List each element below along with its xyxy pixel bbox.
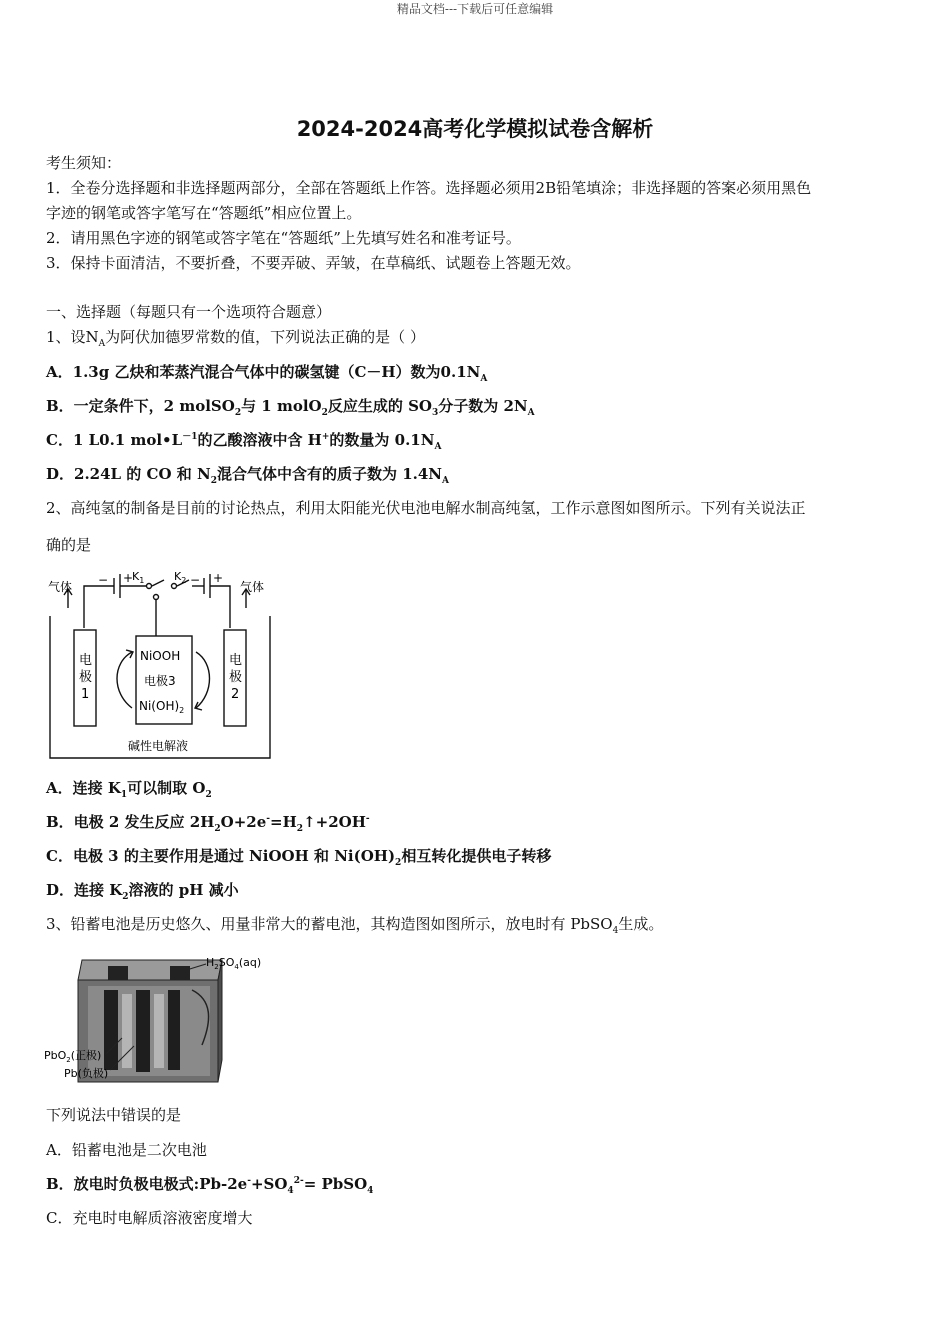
electrode-3-top-label: NiOOH	[140, 649, 181, 663]
q2-option-d: D．连接 $K_2$溶液的 pH 减小	[46, 881, 239, 902]
notice-item-1-line-2: 字迹的钢笔或答字笔写在“答题纸”相应位置上。	[46, 204, 362, 222]
lead-acid-battery-diagram	[42, 950, 267, 1088]
electrode-2-char-1: 电	[229, 653, 243, 668]
page-header: 精品文档---下载后可任意编辑	[396, 2, 554, 16]
notice-item-3: 3．保持卡面清洁，不要折叠，不要弄破、弄皱，在草稿纸、试题卷上答题无效。	[46, 254, 581, 272]
section-heading: 一、选择题（每题只有一个选项符合题意）	[46, 303, 332, 321]
q1-option-a: A．1.3g 乙炔和苯蒸汽混合气体中的碳氢键（C－H）数为$0.1N_A$	[46, 363, 488, 384]
minus-sign-right: −	[190, 573, 201, 587]
electrode-1-char-3: 1	[81, 687, 90, 702]
q2-option-b: B．电极 2 发生反应 $2H_2O+2e^-=H_2↑+2OH^-$	[46, 813, 370, 834]
electrolysis-diagram	[46, 568, 278, 764]
gas-label-right: 气体	[240, 580, 265, 594]
gas-label-left: 气体	[48, 580, 73, 594]
acid-label: $H_2SO_4(aq)$	[206, 956, 262, 971]
electrode-1-char-2: 极	[79, 670, 93, 685]
q1-stem: 1、设$N_A$为阿伏加德罗常数的值，下列说法正确的是（ ）	[46, 328, 425, 349]
notice-heading: 考生须知：	[46, 154, 122, 172]
q1-option-d: D．2.24L 的 CO 和 $N_2$混合气体中含有的质子数为 $1.4N_A$	[46, 465, 449, 486]
q2-option-c: C．电极 3 的主要作用是通过 NiOOH 和 $Ni(OH)_2$相互转化提供电子转移	[46, 847, 552, 868]
electrolyte-label: 碱性电解液	[128, 739, 189, 753]
q2-stem-line-1: 2、高纯氢的制备是目前的讨论热点，利用太阳能光伏电池电解水制高纯氢，工作示意图如图所示。下列有关说法正	[46, 499, 806, 517]
q1-option-c: C．1 L0.1 $mol•L^{-1}$的乙酸溶液中含 H+的数量为 $0.1N_A$	[46, 431, 442, 452]
notice-item-1-line-1: 1．全卷分选择题和非选择题两部分，全部在答题纸上作答。选择题必须用2B铅笔填涂；非选择题的答案必须用黑色	[46, 179, 812, 197]
q3-option-a: A．铅蓄电池是二次电池	[46, 1141, 207, 1159]
q3-option-c: C．充电时电解质溶液密度增大	[46, 1209, 253, 1227]
plus-sign-right: +	[213, 571, 224, 585]
page-title: 2024-2024高考化学模拟试卷含解析	[296, 117, 654, 141]
q2-stem-line-2: 确的是	[46, 536, 92, 554]
electrode-3-bottom-label: $Ni(OH)_2$	[139, 699, 185, 715]
electrode-3-mid-label: 电极3	[144, 674, 176, 688]
electrode-2-char-2: 极	[229, 670, 243, 685]
q3-stem: 3、铅蓄电池是历史悠久、用量非常大的蓄电池，其构造图如图所示，放电时有 PbSO$_4$生成。	[46, 915, 664, 936]
q3-lead: 下列说法中错误的是	[46, 1106, 182, 1124]
positive-electrode-label: PbO$_2$(正极)	[44, 1049, 102, 1064]
q1-option-b: B．一定条件下，2 molSO$_2$与 1 molO$_2$反应生成的 $SO_3$分子数为 $2N_A$	[46, 397, 535, 418]
q3-option-b: B．放电时负极电极式$:Pb-2e^-+SO_4^{2-}=$ PbSO$_4$	[46, 1175, 374, 1196]
plus-sign-left: +	[123, 571, 134, 585]
negative-electrode-label: Pb(负极)	[64, 1067, 109, 1080]
electrode-2-char-3: 2	[231, 687, 240, 702]
q2-option-a: A．连接 $K_1$可以制取 $O_2$	[46, 779, 212, 800]
switch-k1-label: $K_1$	[132, 570, 145, 585]
minus-sign-left: −	[98, 573, 109, 587]
electrode-1-char-1: 电	[79, 653, 93, 668]
switch-k2-label: $K_2$	[174, 570, 187, 585]
notice-item-2: 2．请用黑色字迹的钢笔或答字笔在“答题纸”上先填写姓名和准考证号。	[46, 229, 521, 247]
